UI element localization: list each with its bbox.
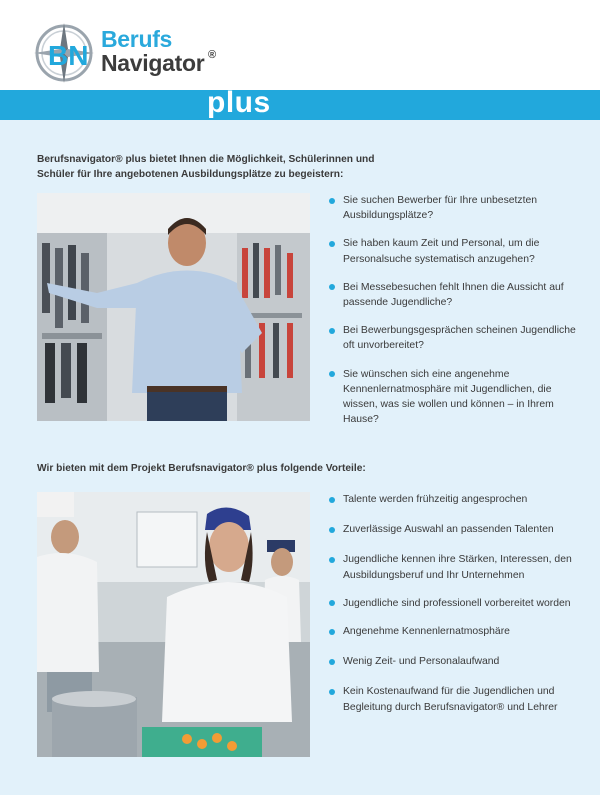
bullet-icon (329, 629, 335, 635)
list-item-text: Sie haben kaum Zeit und Personal, um die Personalsuche systematisch anzugehen? (343, 238, 540, 265)
bullet-icon (329, 371, 335, 377)
bullet-icon (329, 198, 335, 204)
bullet-icon (329, 527, 335, 533)
page-header (0, 0, 600, 90)
bullet-icon (329, 497, 335, 503)
section2-list (329, 492, 587, 715)
list-item-text: Talente werden frühzeitig angesprochen (343, 494, 528, 505)
list-item (329, 552, 587, 582)
registered-mark: ® (208, 49, 217, 61)
kitchen-photo (37, 492, 310, 757)
list-item (329, 367, 587, 428)
list-item-text: Zuverlässige Auswahl an passenden Talenten (343, 524, 554, 536)
bullet-icon (329, 659, 335, 665)
list-item (329, 684, 587, 714)
list-item (329, 280, 587, 310)
section2-intro: Wir bieten mit dem Projekt Berufsnavigator® plus folgende Vorteile: (37, 463, 366, 474)
salesman-photo (37, 193, 310, 421)
list-item (329, 596, 587, 611)
section1-list (329, 193, 587, 427)
list-item-text: Bei Bewerbungsgesprächen scheinen Jugendliche oft unvorbereitet? (343, 325, 576, 352)
list-item (329, 624, 587, 639)
list-item-text: Kein Kostenaufwand für die Jugendlichen und Begleitung durch Berufsnavigator® und Lehrer (343, 686, 558, 713)
list-item-text: Bei Messebesuchen fehlt Ihnen die Aussicht auf passende Jugendliche? (343, 281, 564, 309)
list-item (329, 193, 587, 223)
bullet-icon (329, 557, 335, 563)
bullet-icon (329, 241, 335, 247)
list-item-text: Angenehme Kennenlernatmosphäre (343, 626, 510, 638)
list-item-text: Jugendliche kennen ihre Stärken, Interessen, den Ausbildungsberuf und Ihr Unternehmen (343, 554, 572, 581)
brand-logo (33, 22, 233, 84)
bullet-icon (329, 284, 335, 290)
list-item-text: Sie suchen Bewerber für Ihre unbesetzten Ausbildungsplätze? (343, 195, 538, 222)
list-item-text: Sie wünschen sich eine angenehme Kennenlernatmosphäre mit Jugendlichen, die wissen, was sie wollen und können – in Ihrem Hause? (343, 368, 554, 426)
list-item (329, 323, 587, 353)
list-item (329, 236, 587, 266)
bullet-icon (329, 689, 335, 695)
title-band (0, 86, 600, 120)
list-item (329, 522, 587, 537)
bullet-icon (329, 328, 335, 334)
compass-logo-icon (33, 22, 99, 84)
monogram-b: BN (48, 40, 89, 71)
brand-name-line1: Berufs (101, 26, 173, 52)
content-area (0, 120, 600, 795)
list-item-text: Wenig Zeit- und Personalaufwand (343, 656, 500, 668)
section1-intro: Berufsnavigator® plus bietet Ihnen die Möglichkeit, Schülerinnen und Schüler für Ihre angebotenen Ausbildungsplätze zu begeistern: (37, 154, 375, 180)
bullet-icon (329, 600, 335, 606)
brand-name-line2: Navigator (101, 50, 205, 76)
list-item (329, 492, 587, 507)
list-item-text: Jugendliche sind professionell vorbereitet worden (343, 597, 571, 609)
band-title: plus (207, 86, 271, 119)
list-item (329, 654, 587, 669)
